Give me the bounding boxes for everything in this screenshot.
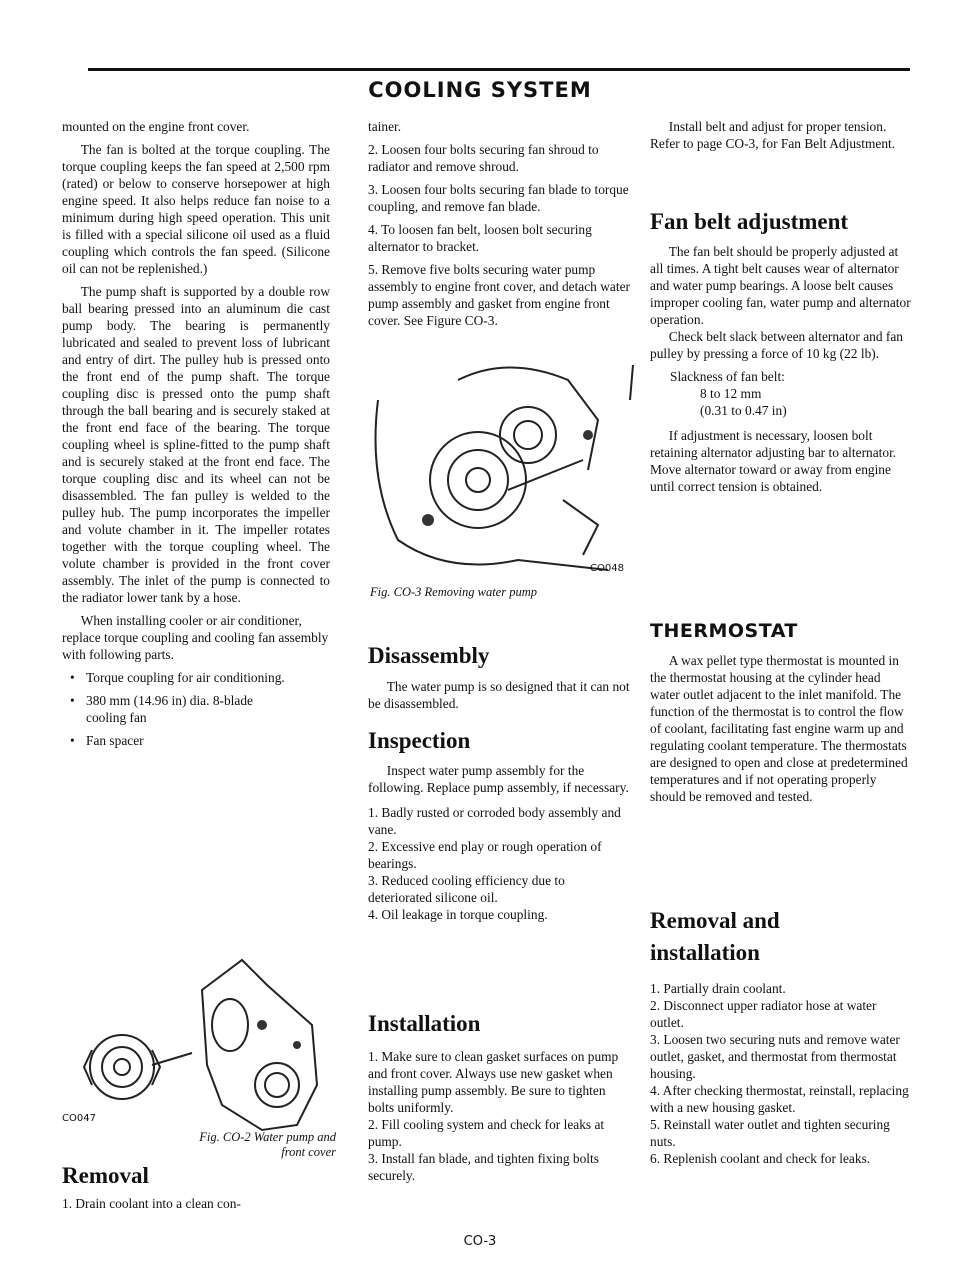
paragraph: 1. Drain coolant into a clean con- <box>62 1196 241 1211</box>
figure-caption: Fig. CO-2 Water pump and front cover <box>199 1130 336 1159</box>
paragraph: mounted on the engine front cover. <box>62 119 250 134</box>
list-item: 6. Replenish coolant and check for leaks. <box>650 1151 871 1166</box>
list-item: 5. Remove five bolts securing water pump assembly to engine front cover, and detach water pump assembly and gasket from engine front cover. See Figure CO-3. <box>368 262 630 328</box>
slack-label: Slackness of fan belt: <box>670 369 785 384</box>
paragraph: If adjustment is necessary, loosen bolt retaining alternator adjusting bar to alternator. Move alternator toward or away from engine until correct tension is obtained. <box>650 428 897 494</box>
slack-value-mm: 8 to 12 mm <box>700 386 762 401</box>
page-title: COOLING SYSTEM <box>368 78 592 102</box>
paragraph: Check belt slack between alternator and fan pulley by pressing a force of 10 kg (22 lb). <box>650 329 903 361</box>
list-item: 1. Partially drain coolant. <box>650 981 786 996</box>
list-item: 4. After checking thermostat, reinstall, replacing with a new housing gasket. <box>650 1083 909 1115</box>
installation-block <box>368 1048 630 1184</box>
slack-value-in: (0.31 to 0.47 in) <box>700 403 787 418</box>
list-item: 1. Make sure to clean gasket surfaces on pump and front cover. Always use new gasket when installing pump assembly. Be sure to tighten bolts uniformly. <box>368 1049 619 1115</box>
paragraph: The pump shaft is supported by a double row ball bearing pressed into an aluminum die cast pump body. The bearing is permanently lubricated and sealed to prevent loss of lubricant and entry of dirt. The pulley hub is pressed onto the front end of the pump shaft. The torque coupling disc is pressed onto the pump shaft through the ball bearing and is securely staked at the front end face of the bearing. The torque coupling wheel is spline-fitted to the pump shaft and is securely staked at the front end face. The torque coupling disc and its wheel can not be disassembled. The fan pulley is welded to the pulley hub. The pump incorporates the impeller and volute chamber in it. The impeller rotates together with the torque coupling wheel. The volute chamber is provided in the front cover assembly. The inlet of the pump is connected to the radiator lower tank by a hose. <box>62 284 330 605</box>
list-item: 3. Reduced cooling efficiency due to deteriorated silicone oil. <box>368 873 565 905</box>
section-heading-thermostat: THERMOSTAT <box>650 620 798 642</box>
list-item: 4. Oil leakage in torque coupling. <box>368 907 548 922</box>
list-item: 5. Reinstall water outlet and tighten securing nuts. <box>650 1117 890 1149</box>
paragraph: The fan is bolted at the torque coupling. The torque coupling keeps the fan speed at 2,500 rpm (rated) or below to conserve horsepower at high engine speed. It also helps reduce fan noise to a minimum during high speed operation. This unit is filled with a special silicone oil used as a fluid coupling which controls the fan speed. (Silicone oil can not be replenished.) <box>62 142 330 276</box>
paragraph: Inspect water pump assembly for the following. Replace pump assembly, if necessary. <box>368 763 629 795</box>
header-rule <box>88 68 910 71</box>
list-item: 3. Loosen four bolts securing fan blade to torque coupling, and remove fan blade. <box>368 182 629 214</box>
list-item: • Fan spacer <box>62 732 330 749</box>
list-item: 2. Disconnect upper radiator hose at water outlet. <box>650 998 877 1030</box>
inspection-block <box>368 762 630 923</box>
column-1 <box>62 118 330 755</box>
paragraph: The fan belt should be properly adjusted at all times. A tight belt causes wear of alternator and water pump bearings. A loose belt causes improper cooling fan, water pump and alternator operation. <box>650 244 911 327</box>
list-item: 3. Install fan blade, and tighten fixing bolts securely. <box>368 1151 599 1183</box>
list-item: 2. Excessive end play or rough operation of bearings. <box>368 839 602 871</box>
figure-code: CO048 <box>590 563 624 574</box>
section-heading-removal: Removal <box>62 1163 149 1188</box>
figure-caption: Fig. CO-3 Removing water pump <box>370 585 537 599</box>
column-2 <box>368 118 630 335</box>
removal-installation-block <box>650 980 912 1167</box>
list-item: • Torque coupling for air conditioning. <box>62 669 330 686</box>
figure-code: CO047 <box>62 1113 96 1124</box>
section-heading-inspection: Inspection <box>368 728 471 753</box>
paragraph: When installing cooler or air conditioner, replace torque coupling and cooling fan assembly with following parts. <box>62 613 329 662</box>
list-item: 4. To loosen fan belt, loosen bolt securing alternator to bracket. <box>368 222 592 254</box>
paragraph: Install belt and adjust for proper tension. Refer to page CO-3, for Fan Belt Adjustment. <box>650 119 896 151</box>
section-heading-fan-belt: Fan belt adjustment <box>650 209 849 234</box>
section-heading-installation: Installation <box>368 1011 481 1036</box>
section-heading-disassembly: Disassembly <box>368 643 490 668</box>
list-item: 2. Loosen four bolts securing fan shroud to radiator and remove shroud. <box>368 142 599 174</box>
section-heading-removal-installation: Removal and installation <box>650 908 780 965</box>
removing-water-pump-illustration <box>368 360 640 580</box>
paragraph: A wax pellet type thermostat is mounted in the thermostat housing at the cylinder head water outlet adjacent to the inlet manifold. The function of the thermostat is to control the flow of coolant, facilitating fast engine warm up and regulating coolant temperature. The thermostats are designed to open and close at predetermined temperatures and if not operating properly should be removed and tested. <box>650 653 908 804</box>
paragraph: tainer. <box>368 119 402 134</box>
paragraph: The water pump is so designed that it can not be disassembled. <box>368 679 630 711</box>
fan-belt-block <box>650 243 912 495</box>
list-item: 2. Fill cooling system and check for leaks at pump. <box>368 1117 605 1149</box>
list-item: 1. Badly rusted or corroded body assembly and vane. <box>368 805 621 837</box>
column-3 <box>650 118 912 158</box>
list-item: 3. Loosen two securing nuts and remove water outlet, gasket, and thermostat from thermostat housing. <box>650 1032 900 1081</box>
page-number: CO-3 <box>463 1234 497 1249</box>
list-item: • 380 mm (14.96 in) dia. 8-blade cooling fan <box>62 692 296 726</box>
water-pump-front-cover-illustration <box>62 955 332 1140</box>
